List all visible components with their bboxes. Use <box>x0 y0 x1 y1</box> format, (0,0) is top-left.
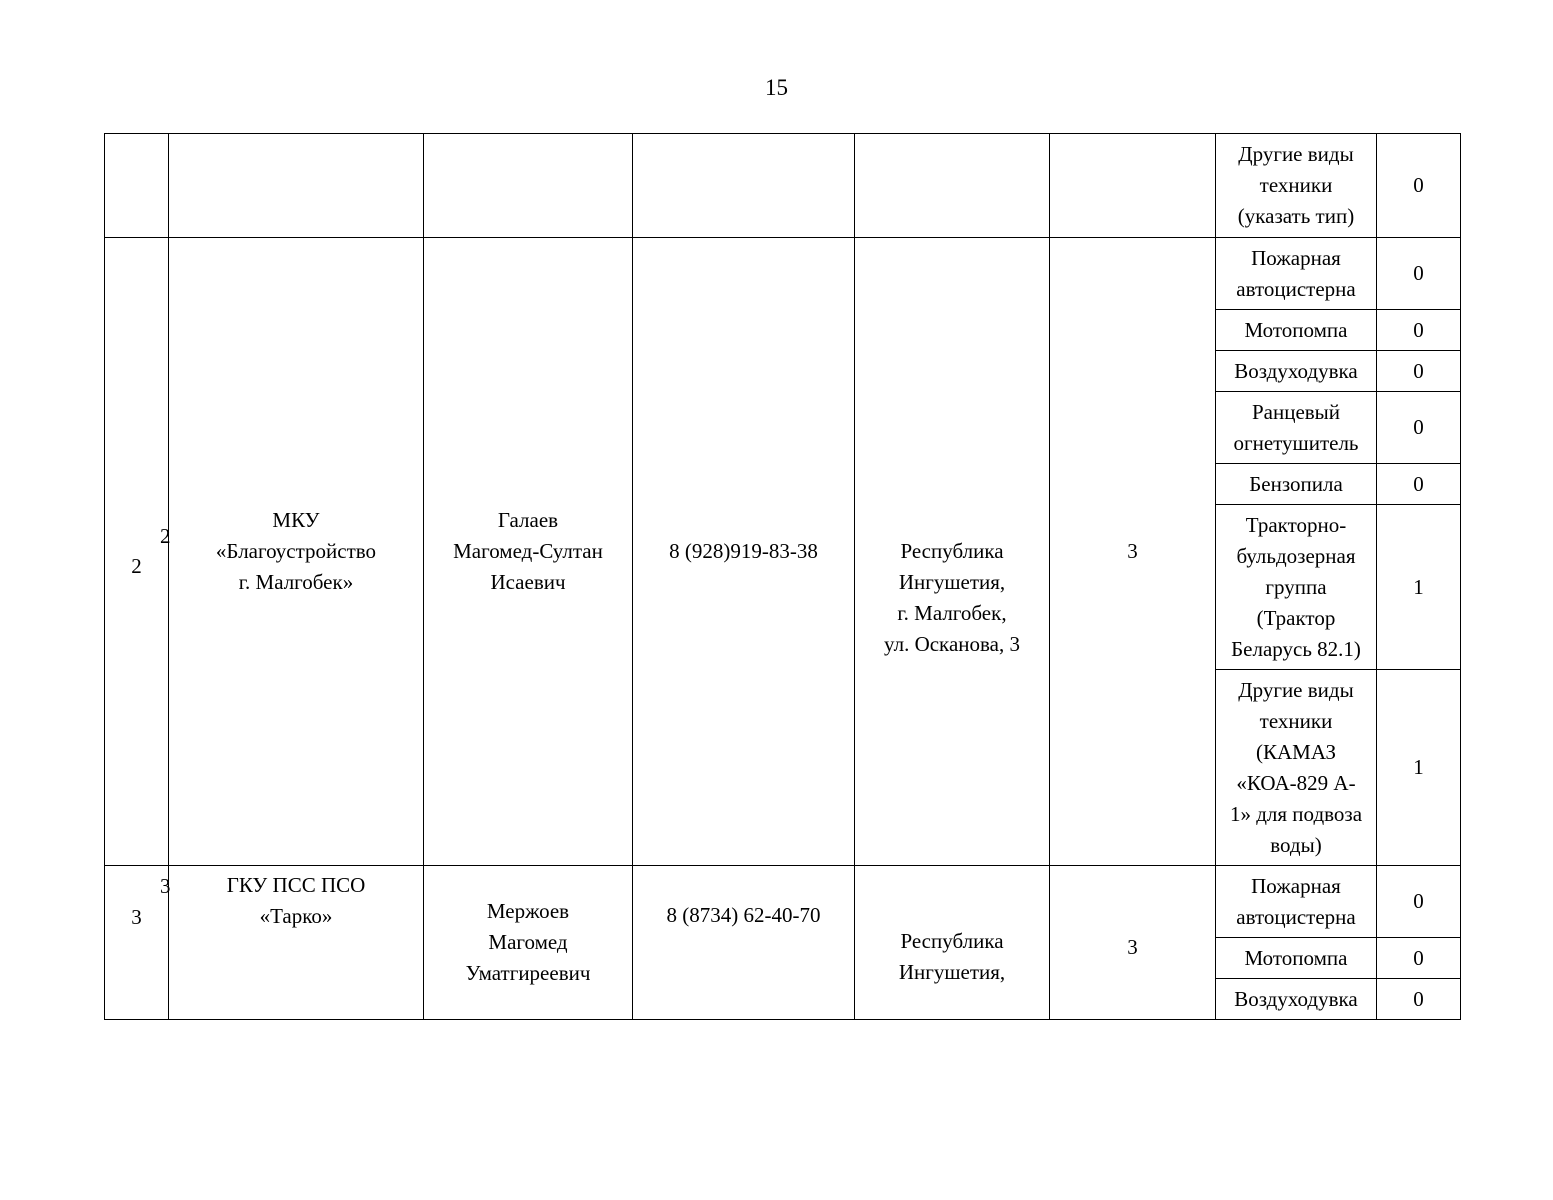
cell-count: 0 <box>1377 134 1461 238</box>
cell-units <box>1050 134 1216 238</box>
cell-address: Республика Ингушетия, г. Малгобек, ул. Осканова, 3 <box>855 238 1050 866</box>
cell-person <box>424 134 633 238</box>
cell-equipment: Мотопомпа <box>1216 310 1377 351</box>
table-row <box>105 238 1461 310</box>
cell-units: 3 <box>1050 866 1216 1020</box>
cell-count: 1 <box>1377 670 1461 866</box>
cell-equipment: Тракторно- бульдозерная группа (Трактор Беларусь 82.1) <box>1216 505 1377 670</box>
cell-person: Галаев Магомед-Султан Исаевич <box>424 238 633 866</box>
cell-count: 0 <box>1377 938 1461 979</box>
page-number: 15 <box>765 75 788 100</box>
cell-phone <box>633 134 855 238</box>
cell-equipment: Ранцевый огнетушитель <box>1216 392 1377 464</box>
cell-address: Республика Ингушетия, <box>855 866 1050 1020</box>
cell-num <box>105 134 169 238</box>
cell-count: 0 <box>1377 351 1461 392</box>
cell-org: ГКУ ПСС ПСО «Тарко» <box>169 866 424 1020</box>
stray-number-mark: 2 <box>160 524 171 548</box>
cell-equipment: Другие виды техники (КАМАЗ «КОА-829 А- 1» для подвоза воды) <box>1216 670 1377 866</box>
cell-equipment: Воздуходувка <box>1216 351 1377 392</box>
cell-equipment: Мотопомпа <box>1216 938 1377 979</box>
cell-org <box>169 134 424 238</box>
cell-equipment: Пожарная автоцистерна <box>1216 238 1377 310</box>
table-row <box>105 866 1461 938</box>
cell-count: 0 <box>1377 310 1461 351</box>
cell-units: 3 <box>1050 238 1216 866</box>
cell-count: 0 <box>1377 464 1461 505</box>
table-row <box>105 134 1461 238</box>
cell-phone: 8 (928)919-83-38 <box>633 238 855 866</box>
cell-count: 0 <box>1377 392 1461 464</box>
cell-equipment: Бензопила <box>1216 464 1377 505</box>
cell-org: МКУ «Благоустройство г. Малгобек» <box>169 238 424 866</box>
cell-equipment: Воздуходувка <box>1216 979 1377 1020</box>
stray-number-mark: 3 <box>160 874 171 898</box>
cell-address <box>855 134 1050 238</box>
cell-count: 0 <box>1377 866 1461 938</box>
cell-count: 0 <box>1377 238 1461 310</box>
cell-count: 1 <box>1377 505 1461 670</box>
cell-equipment: Пожарная автоцистерна <box>1216 866 1377 938</box>
equipment-table <box>104 133 1461 1020</box>
cell-num: 3 <box>105 866 169 1020</box>
cell-phone: 8 (8734) 62-40-70 <box>633 866 855 1020</box>
cell-count: 0 <box>1377 979 1461 1020</box>
cell-equipment: Другие виды техники (указать тип) <box>1216 134 1377 238</box>
cell-num: 2 <box>105 238 169 866</box>
cell-person: Мержоев Магомед Уматгиреевич <box>424 866 633 1020</box>
